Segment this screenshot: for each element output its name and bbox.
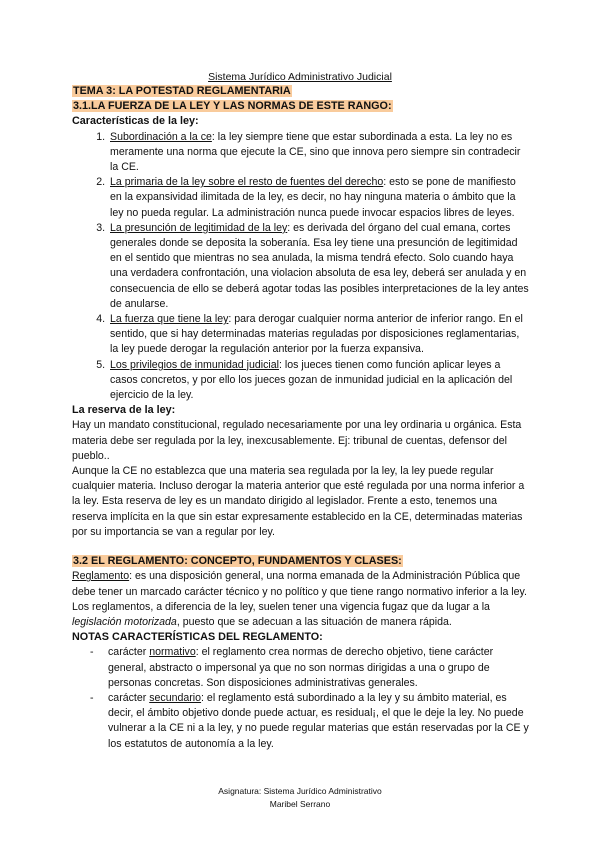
- nota-term: secundario: [149, 691, 202, 704]
- nota-term: normativo: [149, 646, 196, 659]
- item-term: La presunción de legitimidad de la ley: [110, 221, 288, 234]
- section-2-title: 3.2 EL REGLAMENTO: CONCEPTO, FUNDAMENTOS Y CLASES:: [73, 555, 402, 568]
- item-term: La primaria de la ley sobre el resto de fuentes del derecho: [110, 176, 384, 189]
- notas-list: [72, 645, 530, 751]
- reserva-paragraph-2: Aunque la CE no establezca que una materia sea regulada por la ley, la ley puede regular cualquier materia. Incluso derogar la materia anterior que esté regulada por una norma inferior a la ley. Esta reserva de ley es un mandato dirigido al legislador. Frente a esto, tenemos una reserva implícita en la que sin estar expresamente establecido en la CE, determinadas materias por su importancia se van a regular por ley.: [72, 465, 525, 538]
- list-item: [108, 645, 530, 691]
- reglamento-text-b: , puesto que se adecuan a las situación de manera rápida.: [176, 615, 452, 628]
- page-footer: [0, 785, 600, 811]
- reserva-paragraph-1: Hay un mandato constitucional, regulado necesariamente por una ley ordinaria u orgánica. Esta materia debe ser regulada por la ley, inexcusablemente. Ej: tribunal de cuentas, defensor del pueblo..: [72, 419, 522, 462]
- characteristics-list: [72, 130, 530, 404]
- item-text: : para derogar cualquier norma anterior de inferior rango. En el sentido, que si hay determinadas materias reguladas por disposiciones reglamentarias, la ley puede derogar la regulación anterior por la fuerza expansiva.: [110, 313, 523, 356]
- list-item: [108, 358, 530, 404]
- reglamento-text-a: : es una disposición general, una norma emanada de la Administración Pública que debe tener un marcado carácter técnico y no político y que tiene rango normativo inferior a la ley. Los reglamentos, a diferencia de la ley, suelen tener una vigencia fugaz que da lugar a la: [72, 570, 527, 613]
- nota-prefix: carácter: [108, 646, 150, 659]
- reglamento-definition: [72, 569, 530, 630]
- list-item: [108, 175, 530, 221]
- notas-heading: NOTAS CARACTERÍSTICAS DEL REGLAMENTO:: [72, 631, 323, 644]
- page-header: Sistema Jurídico Administrativo Judicial: [208, 71, 392, 83]
- topic-title: TEMA 3: LA POTESTAD REGLAMENTARIA: [73, 85, 291, 97]
- list-item: [108, 221, 530, 312]
- footer-subject: Asignatura: Sistema Jurídico Administrativo: [218, 786, 382, 796]
- nota-prefix: carácter: [108, 691, 150, 704]
- nota-text: : el reglamento crea normas de derecho objetivo, tiene carácter general, abstracto o impersonal ya que no son normas dirigidas a una o grupo de personas concretas. Son disposiciones administrativas generales.: [108, 646, 494, 689]
- characteristics-heading: Características de la ley:: [72, 115, 199, 128]
- item-text: : la ley siempre tiene que estar subordinada a esta. La ley no es meramente una norma que ejecute la CE, sino que innova pero siempre sin contradecir la CE.: [110, 130, 521, 174]
- item-term: Subordinación a la ce: [110, 130, 212, 143]
- list-item: [108, 130, 530, 176]
- item-term: Los privilegios de inmunidad judicial: [110, 358, 280, 371]
- reglamento-term: Reglamento: [72, 570, 130, 583]
- document-body: [72, 84, 530, 752]
- item-text: : los jueces tienen como función aplicar leyes a casos concretos, y por ello los jueces gozan de inmunidad judicial en la aplicación del ejercicio de la ley.: [110, 358, 513, 402]
- list-item: [108, 691, 530, 752]
- item-term: La fuerza que tiene la ley: [110, 313, 229, 326]
- item-text: : es derivada del órgano del cual emana, cortes generales donde se deposita la soberanía. Esa ley tiene una presunción de legitimidad en el sentido que mientras no sea anulada, la misma tendrá efecto. Solo cuando haya una verdadera confrontación, una violacion absoluta de esa ley, deberá ser anulada y en consecuencia de ello se deberá agotar todas las posibles interpretaciones de la ley antes de anularse.: [110, 221, 529, 310]
- list-item: [108, 312, 530, 358]
- reglamento-italic: legislación motorizada: [72, 615, 177, 628]
- reserva-heading: La reserva de la ley:: [72, 404, 176, 417]
- section-1-title: 3.1.LA FUERZA DE LA LEY Y LAS NORMAS DE ESTE RANGO:: [73, 100, 392, 113]
- footer-author: Maribel Serrano: [269, 799, 331, 809]
- nota-text: : el reglamento está subordinado a la ley y su ámbito material, es decir, el ámbito objetivo donde puede actuar, es residual¡, el que le deje la ley. No puede vulnerar a la CE ni a la ley, y no puede regular materias que están reservadas por la CE y los estatutos de autonomía a la ley.: [108, 691, 529, 750]
- item-text: : esto se pone de manifiesto en la expansividad ilimitada de la ley, es decir, no hay ninguna materia o ámbito que la ley no pueda regular. La administración nunca puede invocar espacios libres de leyes.: [110, 176, 516, 219]
